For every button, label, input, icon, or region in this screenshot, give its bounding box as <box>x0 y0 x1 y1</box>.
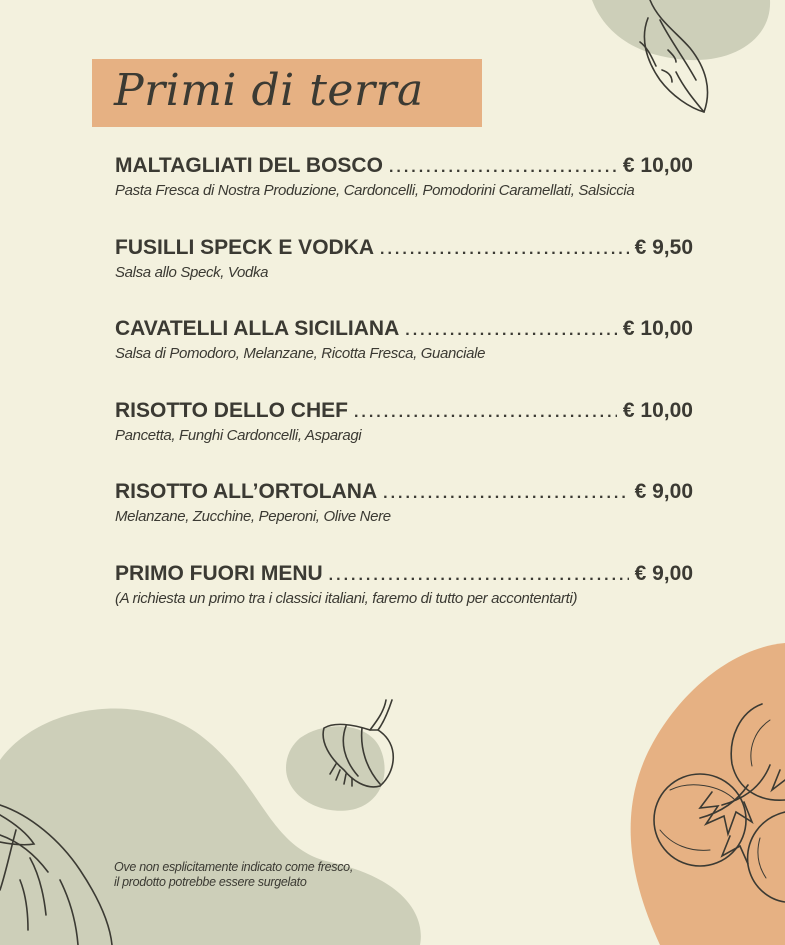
dot-leader <box>405 322 617 340</box>
footnote-line: Ove non esplicitamente indicato come fresco, <box>114 860 354 874</box>
dish-description: Salsa allo Speck, Vodka <box>115 264 269 281</box>
dish-name: RISOTTO ALL’ORTOLANA <box>115 480 378 503</box>
title-banner <box>92 59 482 127</box>
dot-leader <box>389 159 617 177</box>
dish-name: RISOTTO DELLO CHEF <box>115 399 348 422</box>
menu-item <box>115 236 693 281</box>
dot-leader <box>329 567 629 585</box>
dot-leader <box>383 485 628 503</box>
page-title: Primi di terra <box>114 65 424 116</box>
dot-leader <box>354 404 617 422</box>
dish-name: MALTAGLIATI DEL BOSCO <box>115 154 383 177</box>
bottom-right-blob <box>631 643 785 945</box>
dish-description: Melanzane, Zucchine, Peperoni, Olive Nere <box>115 508 391 525</box>
dish-description: Pasta Fresca di Nostra Produzione, Cardoncelli, Pomodorini Caramellati, Salsiccia <box>115 182 635 199</box>
dish-price: € 9,50 <box>634 236 693 259</box>
footnote-line: il prodotto potrebbe essere surgelato <box>114 875 307 889</box>
dish-name: CAVATELLI ALLA SICILIANA <box>115 317 400 340</box>
dish-name: FUSILLI SPECK E VODKA <box>115 236 375 259</box>
dish-price: € 10,00 <box>622 154 693 177</box>
dish-description: Pancetta, Funghi Cardoncelli, Asparagi <box>115 427 362 444</box>
menu-item <box>115 399 693 444</box>
top-blob <box>592 0 770 60</box>
dish-description: Salsa di Pomodoro, Melanzane, Ricotta Fresca, Guanciale <box>115 345 486 362</box>
menu-item <box>115 154 693 199</box>
footnote <box>114 860 353 890</box>
dish-description: (A richiesta un primo tra i classici italiani, faremo di tutto per accontentarti) <box>115 590 578 607</box>
dot-leader <box>380 241 629 259</box>
dish-price: € 9,00 <box>634 480 693 503</box>
menu-item <box>115 480 693 525</box>
menu-item <box>115 317 693 362</box>
menu-item <box>115 562 693 607</box>
dish-price: € 9,00 <box>634 562 693 585</box>
dish-price: € 10,00 <box>622 399 693 422</box>
dish-name: PRIMO FUORI MENU <box>115 562 323 585</box>
dish-price: € 10,00 <box>622 317 693 340</box>
